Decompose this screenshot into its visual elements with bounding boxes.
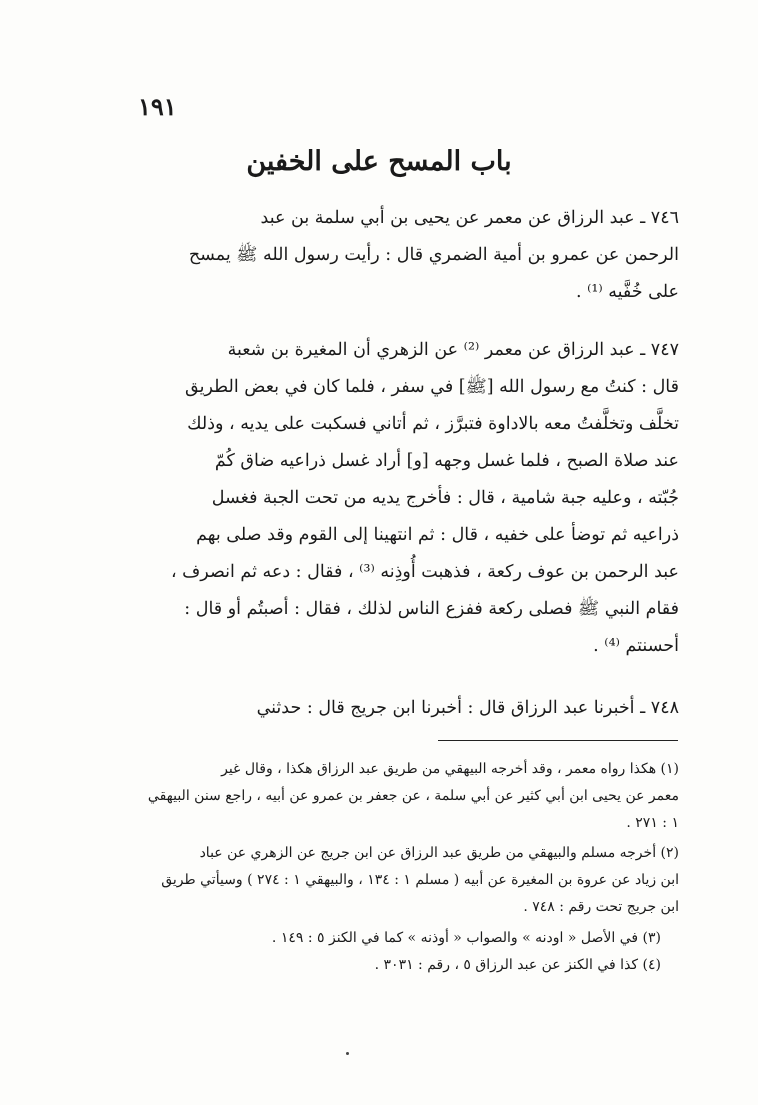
footnote-3 [82,925,679,952]
footnote-line: (٣) في الأصل « اودنه » والصواب « أوذنه » كما في الكنز ٥ : ١٤٩ . [271,930,661,946]
text-line: عبد الرحمن بن عوف ركعة ، فذهبت أُوذِنه ⁽³⁾ ، فقال : دعه ثم انصرف ، [170,562,679,582]
footnote-line: ١ : ٢٧١ . [626,815,679,831]
text-line: ٧٤٨ ـ أخبرنا عبد الرزاق قال : أخبرنا ابن جريج قال : حدثني [256,698,679,718]
footnote-line: ابن زياد عن عروة بن المغيرة عن أبيه ( مسلم ١ : ١٣٤ ، والبيهقي ١ : ٢٧٤ ) وسيأتي طريق [161,872,679,888]
text-line: قال : كنتُ مع رسول الله [ﷺ] في سفر ، فلما كان في بعض الطريق [185,377,679,397]
text-line: ٧٤٦ ـ عبد الرزاق عن معمر عن يحيى بن أبي سلمة بن عبد [260,208,679,228]
text-line: ذراعيه ثم توضأ على خفيه ، قال : ثم انتهينا إلى القوم وقد صلى بهم [196,525,679,545]
footnote-line: معمر عن يحيى ابن أبي كثير عن أبي سلمة ، عن جعفر بن عمرو عن أبيه ، راجع سنن البيهقي [147,788,679,804]
footnote-line: ابن جريج تحت رقم : ٧٤٨ . [523,899,679,915]
text-line: عند صلاة الصبح ، فلما غسل وجهه [و] أراد غسل ذراعيه ضاق كُمّ [214,451,679,471]
text-line: تخلَّف وتخلَّفتُ معه بالاداوة فتبرَّز ، ثم أتاني فسكبت على يديه ، وذلك [187,414,679,434]
text-line: على خُفَّيه ⁽¹⁾ . [575,282,679,302]
hadith-746 [82,200,679,311]
hadith-748 [82,690,679,727]
footnote-line: (٢) أخرجه مسلم والبيهقي من طريق عبد الرزاق عن ابن جريج عن الزهري عن عباد [199,845,679,861]
text-line: ٧٤٧ ـ عبد الرزاق عن معمر ⁽²⁾ عن الزهري أن المغيرة بن شعبة [227,340,679,360]
footnote-divider [438,740,678,741]
footnote-line: (١) هكذا رواه معمر ، وقد أخرجه البيهقي من طريق عبد الرزاق هكذا ، وقال غير [221,761,679,777]
hadith-747 [82,332,679,665]
footnote-4 [82,952,679,979]
text-line: أحسنتم ⁽⁴⁾ . [593,636,679,656]
footnote-line: (٤) كذا في الكنز عن عبد الرزاق ٥ ، رقم : ٣٠٣١ . [374,957,661,973]
text-line: جُبّته ، وعليه جبة شامية ، قال : فأخرج يديه من تحت الجبة فغسل [211,488,679,508]
text-line: فقام النبي ﷺ فصلى ركعة ففزع الناس لذلك ، فقال : أصبتُم أو قال : [184,599,679,619]
chapter-title: باب المسح على الخفين [246,146,512,177]
footnote-1 [82,756,679,837]
page-speck [346,1052,349,1055]
text-line: الرحمن عن عمرو بن أمية الضمري قال : رأيت رسول الله ﷺ يمسح [188,245,679,265]
page-number: ١٩١ [138,92,177,121]
footnote-2 [82,840,679,921]
